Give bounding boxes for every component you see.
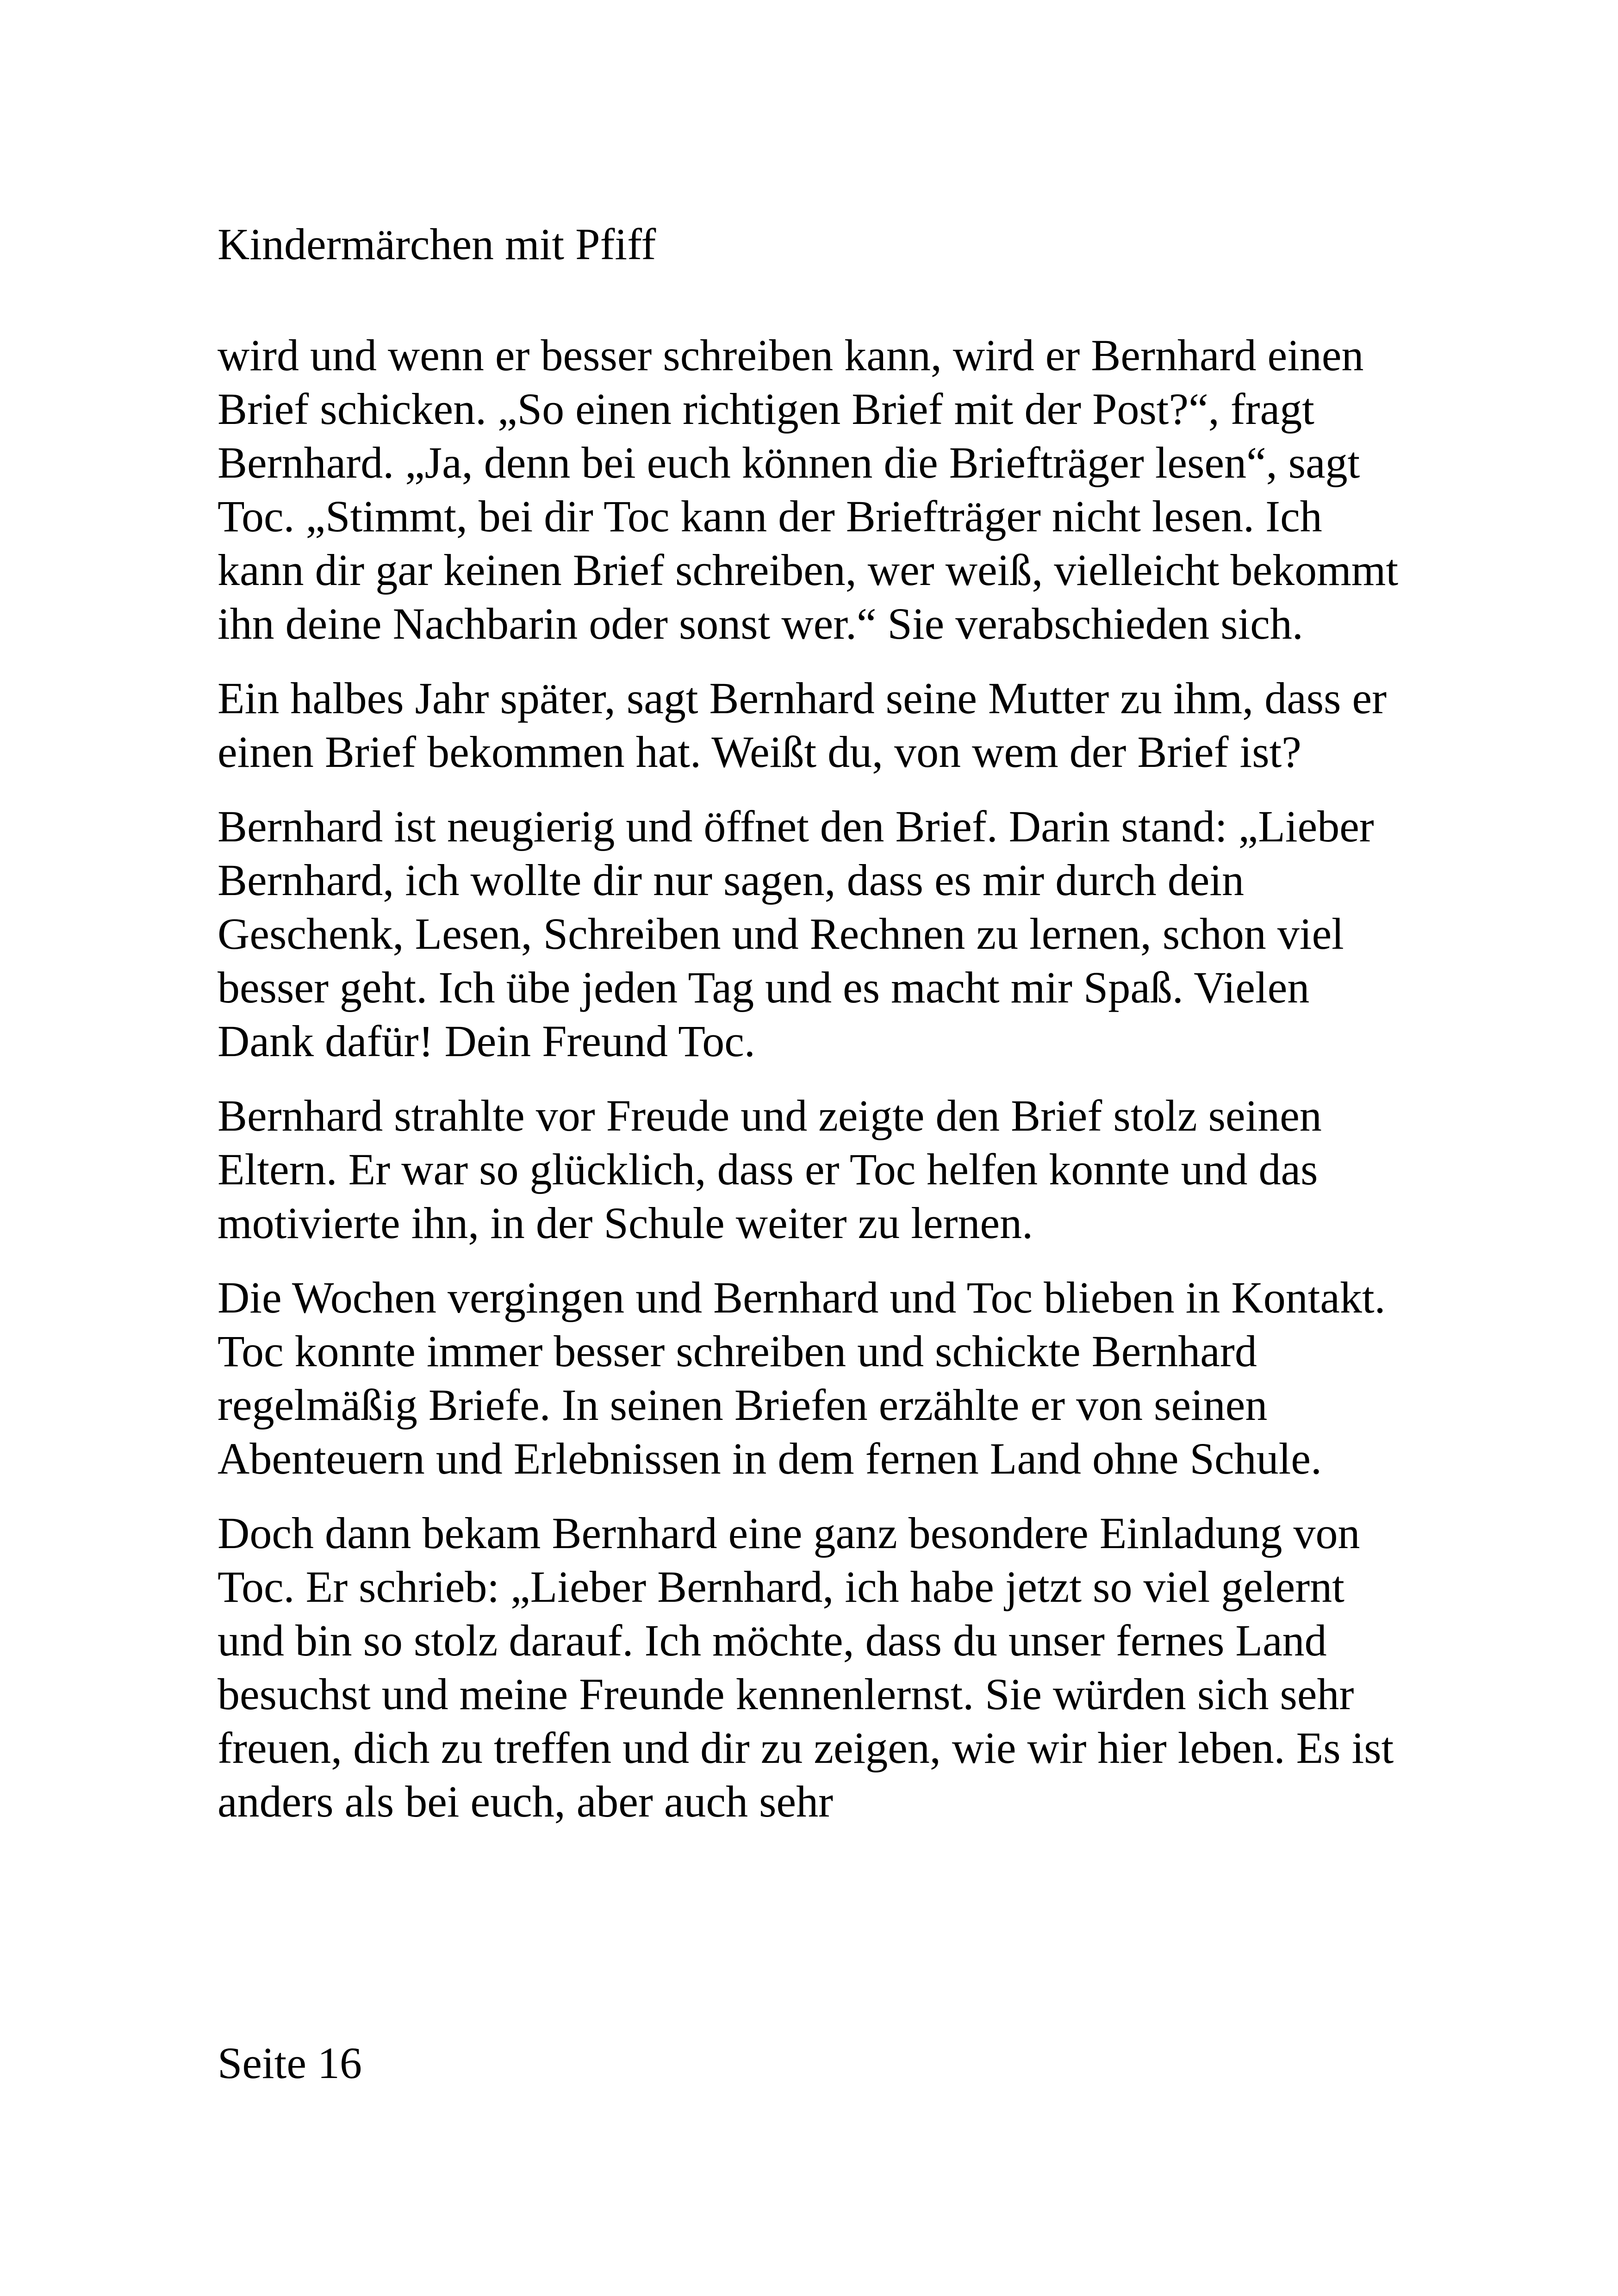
- paragraph: Doch dann bekam Bernhard eine ganz besondere Einladung von Toc. Er schrieb: „Lieber Bernhard, ich habe jetzt so viel gelernt und bin so stolz darauf. Ich möchte, dass du unser fernes Land besuchst und meine Freunde kennenlernst. Sie würden sich sehr freuen, dich zu treffen und dir zu zeigen, wie wir hier leben. Es ist anders als bei euch, aber auch sehr: [218, 1508, 1394, 1826]
- running-header: Kindermärchen mit Pfiff: [218, 219, 656, 269]
- page-number: Seite 16: [218, 2038, 362, 2088]
- paragraph: Die Wochen vergingen und Bernhard und Toc blieben in Kontakt. Toc konnte immer besser schreiben und schickte Bernhard regelmäßig Briefe. In seinen Briefen erzählte er von seinen Abenteuern und Erlebnissen in dem fernen Land ohne Schule.: [218, 1273, 1386, 1483]
- paragraph: Bernhard strahlte vor Freude und zeigte den Brief stolz seinen Eltern. Er war so glücklich, dass er Toc helfen konnte und das motivierte ihn, in der Schule weiter zu lernen.: [218, 1091, 1322, 1248]
- paragraph: wird und wenn er besser schreiben kann, wird er Bernhard einen Brief schicken. „So einen richtigen Brief mit der Post?“, fragt Bernhard. „Ja, denn bei euch können die Briefträger lesen“, sagt Toc. „Stimmt, bei dir Toc kann der Briefträger nicht lesen. Ich kann dir gar keinen Brief schreiben, wer weiß, vielleicht bekommt ihn deine Nachbarin oder sonst wer.“ Sie verabschieden sich.: [218, 330, 1399, 648]
- page-body: [218, 329, 1412, 1849]
- paragraph: Ein halbes Jahr später, sagt Bernhard seine Mutter zu ihm, dass er einen Brief bekommen hat. Weißt du, von wem der Brief ist?: [218, 673, 1387, 777]
- paragraph: Bernhard ist neugierig und öffnet den Brief. Darin stand: „Lieber Bernhard, ich wollte dir nur sagen, dass es mir durch dein Geschenk, Lesen, Schreiben und Rechnen zu lernen, schon viel besser geht. Ich übe jeden Tag und es macht mir Spaß. Vielen Dank dafür! Dein Freund Toc.: [218, 802, 1374, 1066]
